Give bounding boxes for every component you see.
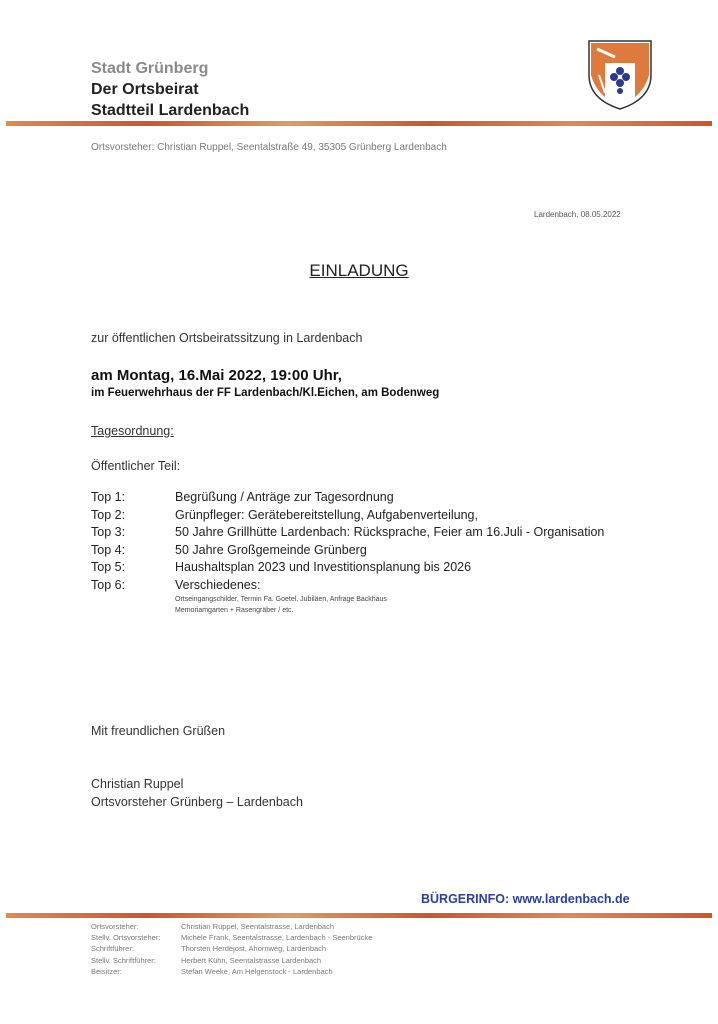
letter-title: EINLADUNG [309, 261, 409, 280]
agenda-item [91, 490, 651, 508]
meeting-location: im Feuerwehrhaus der FF Lardenbach/Kl.Eichen, am Bodenweg [91, 387, 440, 399]
intro-text: zur öffentlichen Ortsbeiratssitzung in Lardenbach [91, 331, 363, 345]
board-role: Schriftführer: [91, 944, 134, 954]
agenda-item-number: Top 1: [91, 490, 126, 504]
agenda-item-text: Verschiedenes: [175, 577, 261, 592]
agenda-heading: Tagesordnung: [91, 424, 174, 438]
board-row [91, 956, 372, 967]
agenda-item-number: Top 4: [91, 542, 126, 557]
buergerinfo-link[interactable]: BÜRGERINFO: www.lardenbach.de [421, 892, 630, 906]
agenda-item-text: Haushaltsplan 2023 und Investitionsplanung bis 2026 [175, 560, 472, 574]
board-name: Thorsten Herdejost, Ahornweg, Lardenbach [181, 944, 327, 954]
agenda-item-text: Begrüßung / Anträge zur Tagesordnung [175, 490, 394, 504]
coat-of-arms-icon [585, 35, 655, 111]
agenda-item [91, 508, 651, 526]
board-row [91, 933, 372, 944]
agenda-item [91, 543, 651, 561]
misc-note: Ortseingangschilder, Termin Fa. Goetel, Jubiläen, Anfrage Backhaus [175, 596, 387, 603]
signature-name: Christian Ruppel [91, 777, 184, 791]
org-name-council: Der Ortsbeirat [91, 81, 199, 98]
public-part-heading: Öffentlicher Teil: [91, 459, 181, 473]
agenda-item [91, 578, 651, 596]
agenda-item [91, 560, 651, 578]
board-name: Christian Ruppel, Seentalstrasse, Lardenbach [181, 922, 335, 931]
meeting-date: am Montag, 16.Mai 2022, 19:00 Uhr, [91, 367, 342, 384]
board-name: Michele Frank, Seentalstrasse, Lardenbach - Seenbrücke [181, 933, 373, 943]
board-row [91, 922, 372, 933]
closing-greeting: Mit freundlichen Grüßen [91, 724, 226, 738]
agenda-item-number: Top 5: [91, 560, 126, 574]
agenda-item-number: Top 3: [91, 525, 126, 539]
misc-note: Memoriamgarten + Rasengräber / etc. [175, 607, 294, 614]
board-name: Stefan Weeke, Am Helgenstock - Lardenbach [181, 966, 333, 976]
agenda-item-text: Grünpfleger: Gerätebereitstellung, Aufgabenverteilung, [175, 507, 478, 522]
agenda-item [91, 525, 651, 543]
agenda-item-number: Top 2: [91, 507, 126, 522]
footer-rule [6, 913, 712, 918]
board-role: Beisitzer: [91, 966, 122, 976]
agenda-list [91, 490, 651, 595]
agenda-item-text: 50 Jahre Grillhütte Lardenbach: Rücksprache, Feier am 16.Juli - Organisation [175, 525, 605, 539]
board-row [91, 967, 372, 978]
agenda-item-number: Top 6: [91, 577, 126, 592]
org-name-city: Stadt Grünberg [91, 60, 209, 77]
letter-date: Lardenbach, 08.05.2022 [534, 210, 621, 219]
header-rule [6, 121, 712, 126]
sender-line: Ortsvorsteher: Christian Ruppel, Seentalstraße 49, 35305 Grünberg Lardenbach [91, 142, 447, 153]
board-role: Stellv. Ortsvorsteher: [91, 933, 161, 943]
board-role: Ortsvorsteher: [91, 922, 139, 931]
signature-role: Ortsvorsteher Grünberg – Lardenbach [91, 795, 303, 809]
org-name-district: Stadtteil Lardenbach [91, 102, 250, 119]
board-role: Stellv. Schriftführer: [91, 955, 156, 965]
board-row [91, 944, 372, 955]
board-members [91, 922, 372, 978]
board-name: Herbert Kühn, Seentalstrasse Lardenbach [181, 955, 322, 965]
agenda-item-text: 50 Jahre Großgemeinde Grünberg [175, 542, 367, 557]
